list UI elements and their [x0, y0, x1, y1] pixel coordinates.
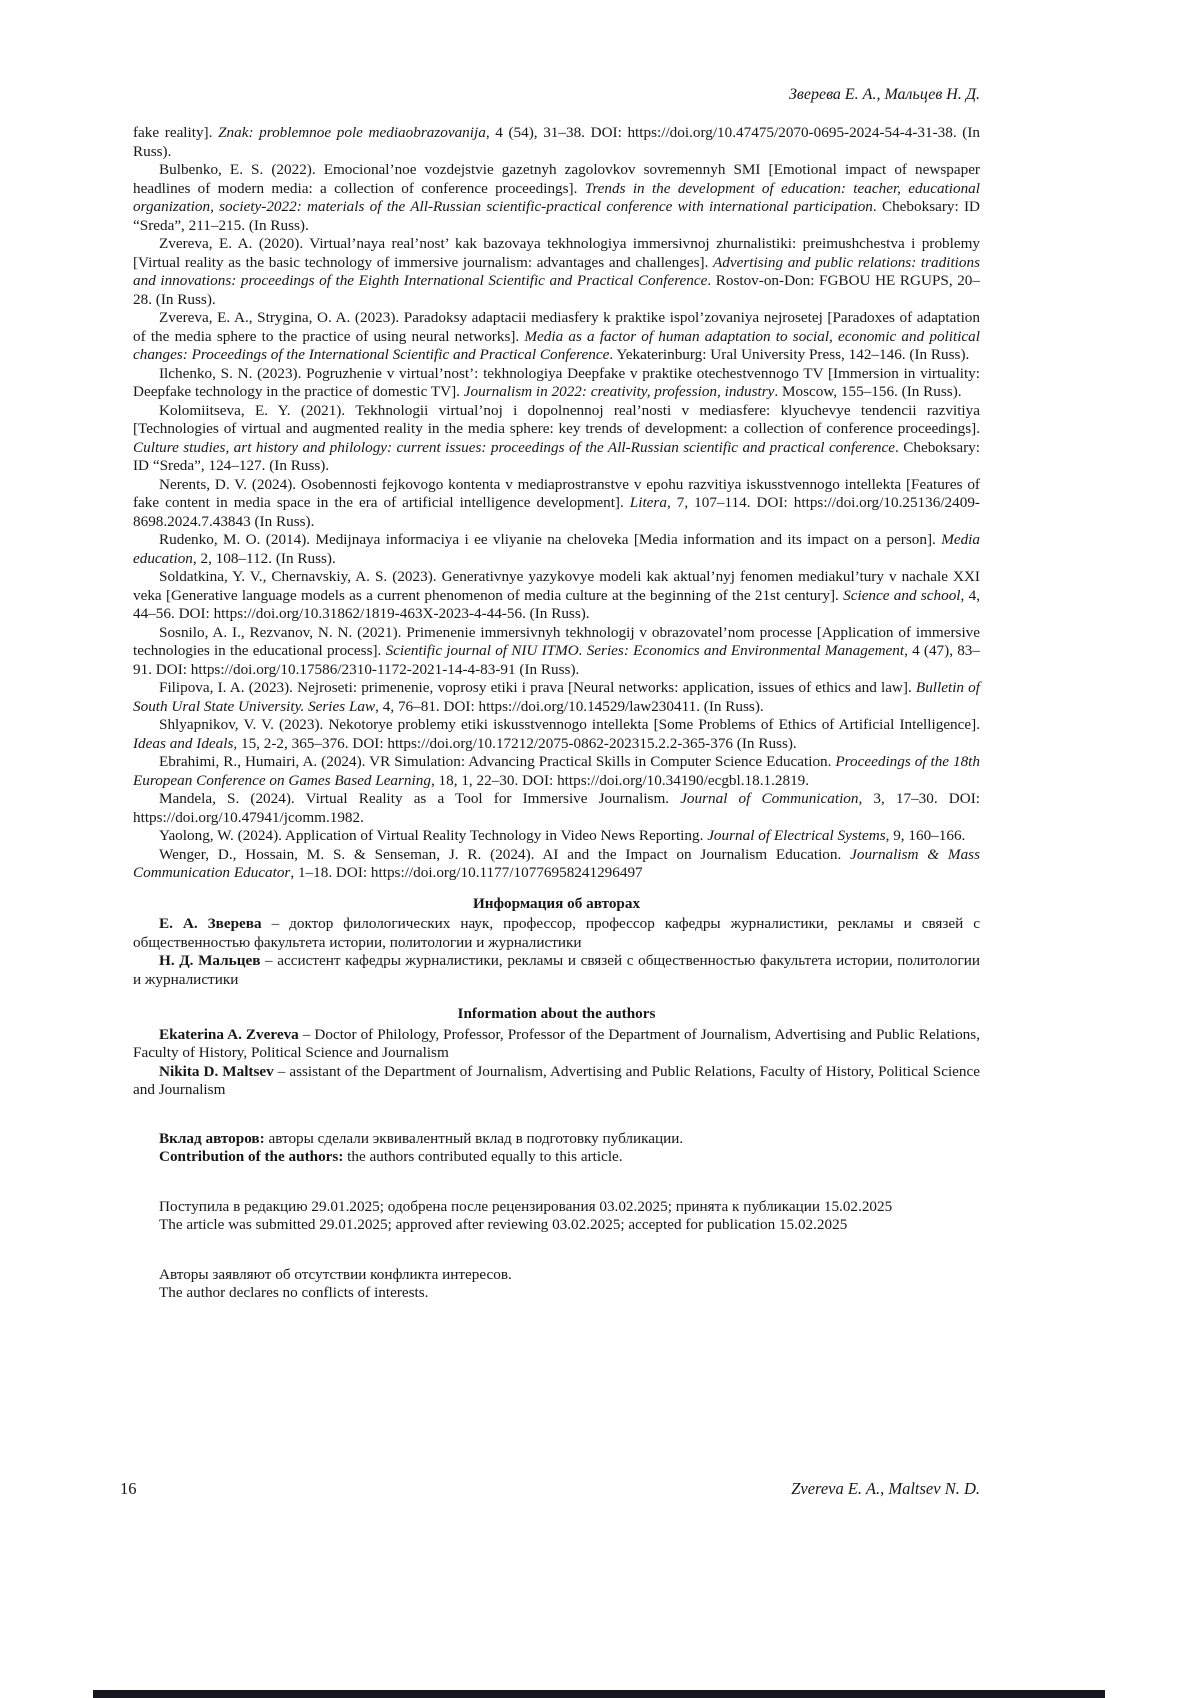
text-run: Advertising and public relations: traditions and innovations: proceedings of the Eighth International Scientific and Practical Conference: [133, 253, 980, 289]
running-head: [133, 86, 980, 104]
page-footer: [120, 1479, 980, 1499]
text-run: Filipova, I. A. (2023). Nejroseti: primenenie, voprosy etiki i prava [Neural networks: application, issues of ethics and law].: [159, 679, 916, 696]
text-run: Litera: [629, 494, 667, 511]
text-run: Yaolong, W. (2024). Application of Virtual Reality Technology in Video News Reporting.: [159, 827, 708, 844]
reference-item: [133, 753, 980, 790]
text-run: fake reality].: [133, 124, 219, 141]
submission-dates-block: [133, 1198, 980, 1235]
author-info-ru-paragraph: [133, 915, 980, 952]
reference-item: [133, 531, 980, 568]
text-run: Shlyapnikov, V. V. (2023). Nekotorye problemy etiki iskusstvennogo intellekta [Some Problems of Ethics of Artificial Intelligence].: [159, 716, 980, 733]
text-run: Е. А. Зверева: [159, 915, 262, 932]
authors-info-en-heading: Information about the authors: [457, 1005, 656, 1022]
text-run: , 1–18. DOI: https://doi.org/10.1177/10776958241296497: [290, 864, 643, 881]
authors-info-ru-heading: Информация об авторах: [472, 894, 641, 912]
text-run: Journalism in 2022: creativity, profession, industry: [463, 383, 775, 400]
text-run: Media as a factor of human adaptation to social, economic and political changes: Proceedings of the International Scientific and Practical Conference: [133, 327, 980, 363]
text-run: Авторы заявляют об отсутствии конфликта интересов.: [159, 1265, 512, 1283]
text-run: , 4, 44–56. DOI: https://doi.org/10.31862/1819-463X-2023-4-44-56. (In Russ).: [133, 586, 981, 622]
text-run: Sosnilo, A. I., Rezvanov, N. N. (2021). Primenenie immersivnyh tekhnologij v obrazovatel’nom processe [Application of immersive technologies in the educational process].: [133, 623, 980, 659]
text-run: Вклад авторов:: [159, 1129, 265, 1147]
text-run: . Cheboksary: ID “Sreda”, 124–127. (In Russ).: [133, 438, 980, 474]
text-run: Kolomiitseva, E. Y. (2021). Tekhnologii virtual’noj i dopolnennoj real’nosti v mediasfere: klyuchevye tendencii razvitiya [Technologies of virtual and augmented reality in the media sphere: key trends of development: a collection of conference proceedings].: [133, 401, 980, 437]
reference-item: [133, 365, 980, 402]
text-run: Contribution of the authors:: [159, 1148, 344, 1165]
text-run: – ассистент кафедры журналистики, рекламы и связей с общественностью факультета истории, политологии и журналистики: [133, 952, 980, 988]
text-run: Rudenko, M. O. (2014). Medijnaya informaciya i ee vliyanie na cheloveka [Media information and its impact on a person].: [159, 531, 942, 548]
text-run: Bulbenko, E. S. (2022). Emocional’noe vozdejstvie gazetnyh zagolovkov sovremennyh SMI [Emotional impact of newspaper headlines of modern media: a collection of conference proceedings].: [133, 161, 980, 197]
text-run: . Yekaterinburg: Ural University Press, 142–146. (In Russ).: [609, 346, 970, 363]
reference-item: [133, 716, 980, 753]
contribution-paragraph: [133, 1130, 980, 1149]
references-list: [133, 124, 980, 883]
text-run: Ideas and Ideals: [133, 734, 234, 752]
text-run: 3, 17–30. DOI: https://doi.org/10.47941/jcomm.1982.: [133, 790, 980, 826]
contribution-paragraph: [133, 1148, 980, 1167]
reference-item: [133, 624, 980, 680]
text-run: Culture studies, art history and philology: current issues: proceedings of the All-Russian scientific and practical conference: [133, 438, 895, 456]
author-info-en-paragraph: [133, 1063, 980, 1100]
text-run: , 4 (47), 83–91. DOI: https://doi.org/10.17586/2310-1172-2021-14-4-83-91 (In Russ).: [133, 642, 980, 678]
text-run: The author declares no conflicts of interests.: [159, 1284, 429, 1301]
reference-item: [133, 476, 980, 532]
text-run: Н. Д. Мальцев: [159, 952, 261, 969]
text-run: Trends in the development of education: teacher, educational organization, society-2022: materials of the All-Russian scientific-practical conference with international participation: [133, 179, 980, 215]
reference-item: [133, 309, 980, 365]
text-run: – доктор филологических наук, профессор, профессор кафедры журналистики, рекламы и связей с общественностью факультета истории, политологии и журналистики: [133, 915, 980, 951]
text-run: Mandela, S. (2024). Virtual Reality as a Tool for Immersive Journalism.: [159, 790, 681, 807]
reference-item: [133, 235, 980, 309]
authors-info-en-block: [133, 1026, 980, 1100]
text-run: the authors contributed equally to this article.: [343, 1148, 623, 1165]
text-run: . Rostov-on-Don: FGBOU HE RGUPS, 20–28. (In Russ).: [133, 272, 980, 308]
text-run: Proceedings of the 18th European Conference on Games Based Learning: [133, 753, 980, 789]
text-run: , 7, 107–114. DOI: https://doi.org/10.25136/2409-8698.2024.7.43843 (In Russ).: [133, 494, 980, 530]
text-run: Scientific journal of NIU ITMO. Series: Economics and Environmental Management: [385, 642, 905, 659]
reference-item: [133, 161, 980, 235]
text-run: Nikita D. Maltsev: [159, 1062, 274, 1080]
conflicts-paragraph: [133, 1284, 980, 1303]
author-info-en-paragraph: [133, 1026, 980, 1063]
text-run: Wenger, D., Hossain, M. S. & Senseman, J. R. (2024). AI and the Impact on Journalism Education.: [159, 845, 851, 863]
page-body: [133, 124, 980, 1303]
footer-running-title: Zvereva E. A., Maltsev N. D.: [791, 1479, 980, 1498]
reference-item: [133, 790, 980, 827]
text-run: Bulletin of South Ural State University. Series Law: [133, 679, 980, 715]
text-run: авторы сделали эквивалентный вклад в подготовку публикации.: [264, 1129, 684, 1147]
contribution-block: [133, 1130, 980, 1167]
text-run: Nerents, D. V. (2024). Osobennosti fejkovogo kontenta v mediaprostranstve v epohu razvitiya iskusstvennogo intellekta [Features of fake content in media space in the era of artificial intelligence development].: [133, 475, 980, 511]
text-run: Science and school: [843, 586, 961, 604]
conflicts-paragraph: [133, 1266, 980, 1285]
reference-item: [133, 827, 980, 846]
text-run: Zvereva, E. A., Strygina, O. A. (2023). Paradoksy adaptacii mediasfery k praktike ispol’zovaniya nejrosetej [Paradoxes of adaptation of the media sphere to the practice of using neural networks].: [133, 309, 980, 345]
text-run: – Doctor of Philology, Professor, Professor of the Department of Journalism, Advertising and Public Relations, Faculty of History, Political Science and Journalism: [133, 1025, 980, 1061]
text-run: , 9, 160–166.: [885, 827, 966, 844]
author-info-ru-paragraph: [133, 952, 980, 989]
text-run: Soldatkina, Y. V., Chernavskiy, A. S. (2023). Generativnye yazykovye modeli kak aktual’nyj fenomen mediakul’tury v nachale XXI veka [Generative language models as a current phenomenon of media culture at the beginning of the 21st century].: [133, 568, 980, 604]
reference-item: [133, 124, 980, 161]
text-run: , 2, 108–112. (In Russ).: [192, 549, 336, 567]
dates-paragraph: [133, 1216, 980, 1235]
text-run: Ekaterina A. Zvereva: [159, 1025, 299, 1043]
text-run: , 4 (54), 31–38. DOI: https://doi.org/10.47475/2070-0695-2024-54-4-31-38. (In Russ).: [133, 124, 980, 160]
dates-paragraph: [133, 1198, 980, 1217]
page-number: 16: [120, 1479, 137, 1498]
text-run: Поступила в редакцию 29.01.2025; одобрена после рецензирования 03.02.2025; принята к публикации 15.02.2025: [159, 1197, 893, 1215]
text-run: Ebrahimi, R., Humairi, A. (2024). VR Simulation: Advancing Practical Skills in Computer Science Education.: [159, 753, 836, 770]
text-run: , 18, 1, 22–30. DOI: https://doi.org/10.34190/ecgbl.18.1.2819.: [430, 771, 810, 789]
text-run: – assistant of the Department of Journalism, Advertising and Public Relations, Faculty of History, Political Science and Journalism: [133, 1062, 980, 1098]
text-run: Znak: problemnoe pole mediaobrazovanija: [218, 124, 486, 141]
text-run: . Moscow, 155–156. (In Russ).: [774, 383, 962, 400]
running-head-authors: Зверева Е. А., Мальцев Н. Д.: [789, 86, 980, 103]
text-run: , 4, 76–81. DOI: https://doi.org/10.14529/law230411. (In Russ).: [375, 697, 764, 715]
reference-item: [133, 402, 980, 476]
authors-info-ru-block: [133, 915, 980, 989]
text-run: Zvereva, E. A. (2020). Virtual’naya real’nost’ kak bazovaya tekhnologiya immersivnoj zhurnalistiki: preimushchestva i problemy [Virtual reality as the basic technology of immersive journalism: advantages and challenges].: [133, 235, 980, 271]
conflicts-of-interest-block: [133, 1266, 980, 1303]
reference-item: [133, 846, 980, 883]
text-run: Media education: [133, 531, 980, 567]
text-run: . Cheboksary: ID “Sreda”, 211–215. (In Russ).: [133, 198, 980, 234]
scan-edge-artifact: [93, 1690, 1105, 1698]
reference-item: [133, 568, 980, 624]
text-run: Journal of Communication,: [680, 790, 863, 807]
text-run: Journal of Electrical Systems: [707, 827, 886, 844]
text-run: Ilchenko, S. N. (2023). Pogruzhenie v virtual’nost’: tekhnologiya Deepfake v praktike otechestvennogo TV [Immersion in virtuality: Deepfake technology in the practice of domestic TV].: [133, 364, 980, 400]
text-run: , 15, 2-2, 365–376. DOI: https://doi.org/10.17212/2075-0862-202315.2.2-365-376 (In Russ).: [233, 734, 797, 752]
text-run: Journalism & Mass Communication Educator: [133, 845, 980, 881]
text-run: The article was submitted 29.01.2025; approved after reviewing 03.02.2025; accepted for publication 15.02.2025: [159, 1216, 848, 1233]
reference-item: [133, 679, 980, 716]
